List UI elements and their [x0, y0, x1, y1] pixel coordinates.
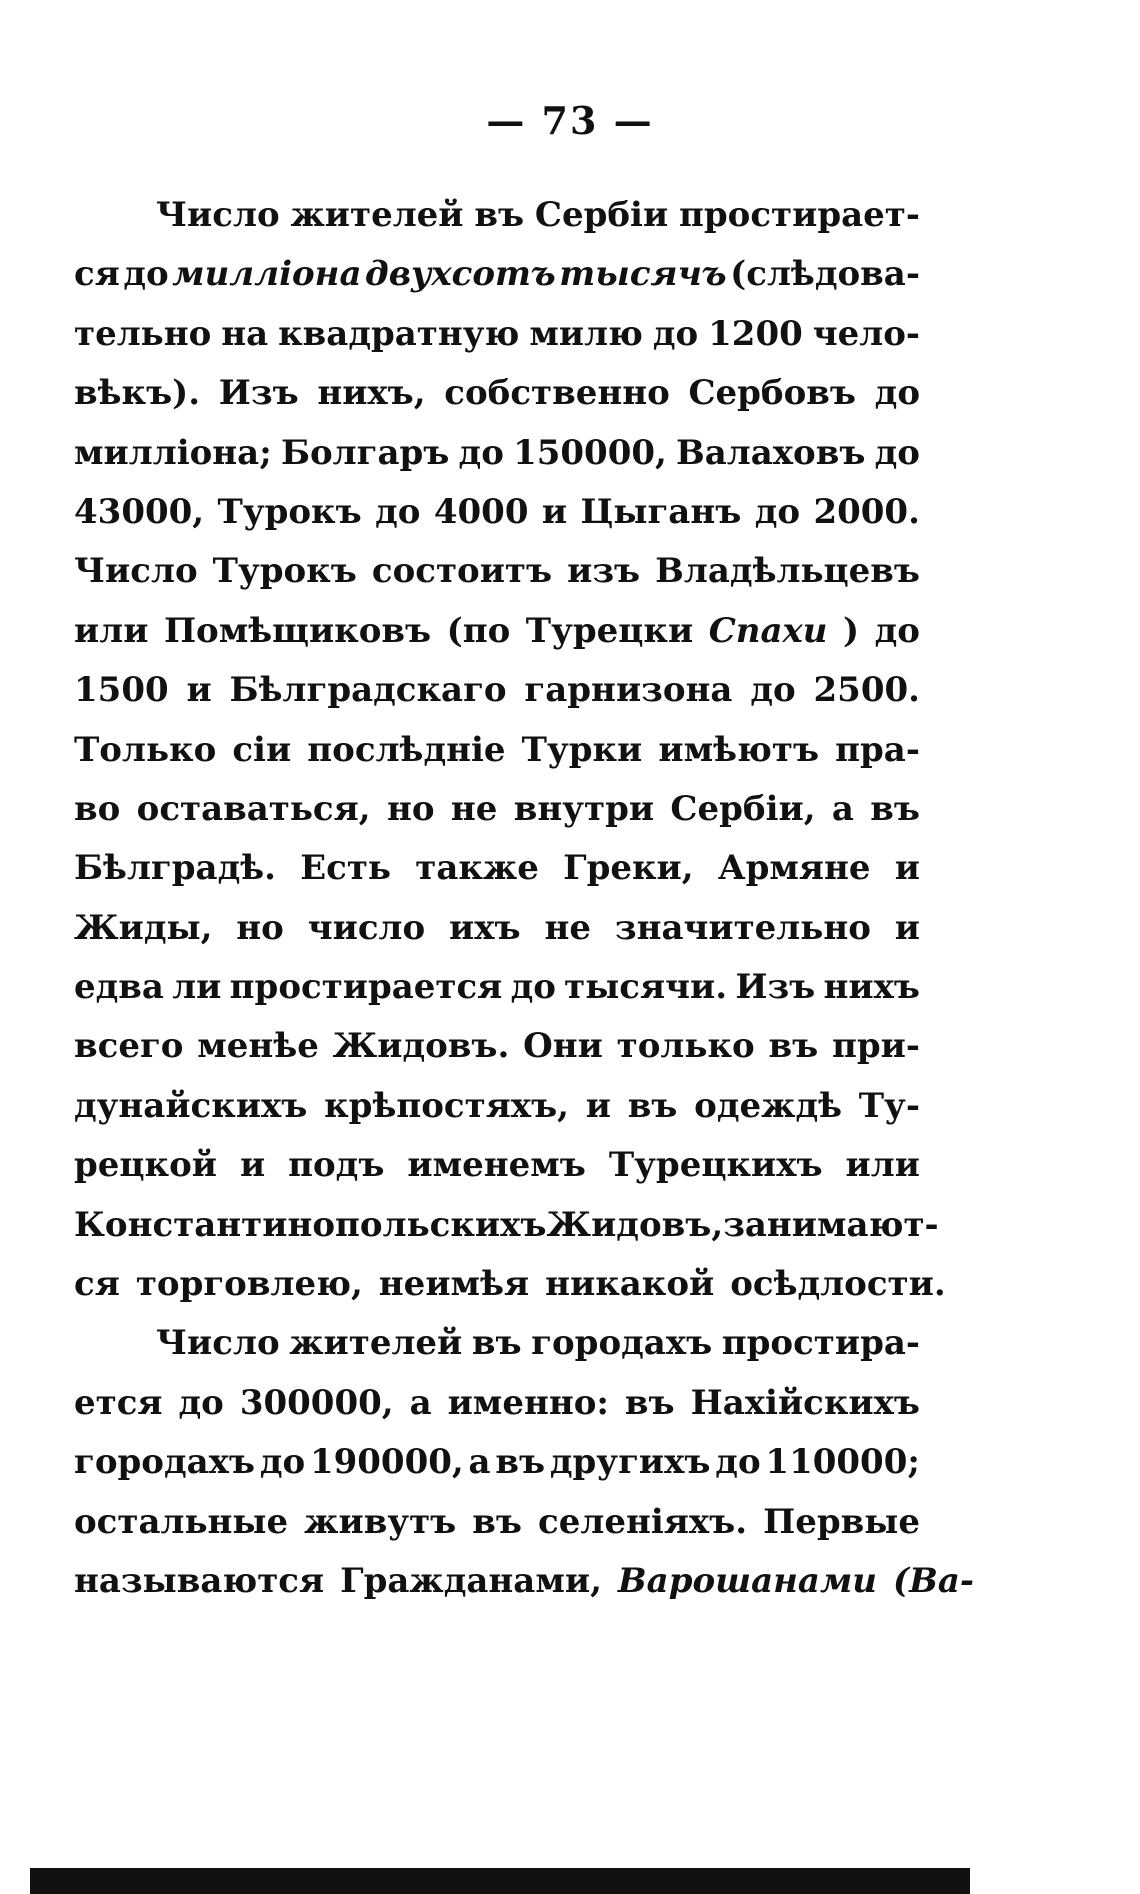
word: Валаховъ [676, 432, 866, 473]
text-line [74, 305, 920, 364]
body-text [74, 186, 974, 1611]
word: чело- [812, 313, 920, 354]
word: селеніяхъ. [538, 1501, 748, 1542]
word: состоитъ [371, 551, 553, 592]
word: ся [74, 254, 120, 295]
word: не [450, 788, 498, 829]
text-line [74, 1017, 920, 1076]
word: (по [446, 610, 511, 651]
page-number: — 73 — [486, 98, 654, 143]
word: собственно [444, 373, 670, 414]
word: жителей [289, 1323, 463, 1364]
word: и [186, 670, 212, 711]
word: Греки, [563, 848, 694, 889]
word: Ту- [858, 1085, 920, 1126]
word: во [74, 788, 121, 829]
paragraph [74, 1314, 974, 1611]
text-line [74, 1493, 920, 1552]
word: Спахи [708, 610, 828, 651]
word: тельно [74, 313, 212, 354]
word: до [874, 432, 920, 473]
word: только [616, 1026, 755, 1067]
word: или [845, 1145, 920, 1186]
paragraph [74, 186, 946, 1314]
word: Первые [763, 1501, 920, 1542]
word: Изъ [735, 967, 816, 1008]
text-line [74, 186, 920, 245]
word: Бѣлградѣ. [74, 848, 276, 889]
word: 150000, [513, 432, 667, 473]
word: сіи [232, 729, 292, 770]
word: одеждѣ [694, 1085, 843, 1126]
word: до [458, 432, 504, 473]
word: при- [831, 1026, 920, 1067]
word: нихъ, [317, 373, 426, 414]
word: остальные [74, 1501, 289, 1542]
word: Жидовъ, [546, 1204, 724, 1245]
word: вѣкъ). [74, 373, 201, 414]
text-line [74, 1077, 920, 1136]
text-line [74, 364, 920, 423]
word: Изъ [218, 373, 299, 414]
word: гарнизона [524, 670, 733, 711]
word: 1200 [708, 313, 803, 354]
word: значительно [614, 907, 871, 948]
word: 300000, [239, 1382, 394, 1423]
word: простирает- [679, 195, 920, 235]
word: до [178, 1382, 224, 1423]
text-line [74, 424, 920, 483]
word: (слѣдова- [730, 254, 920, 295]
word: Цыганъ [580, 491, 742, 532]
word: нихъ [823, 967, 920, 1008]
word: ли [172, 967, 222, 1008]
word: въ [624, 1382, 675, 1423]
word: Гражданами, [340, 1560, 602, 1601]
word: подъ [288, 1145, 385, 1186]
word: неимѣя [378, 1264, 530, 1305]
word: пра- [835, 729, 920, 770]
word: но [236, 907, 284, 948]
word: квадратную [278, 313, 520, 354]
word: называются [74, 1560, 325, 1601]
word: занимают- [723, 1204, 939, 1245]
word: Число [156, 1323, 280, 1364]
word: простира- [721, 1323, 920, 1364]
word: Владѣльцевъ [655, 551, 920, 592]
word: 43000, [74, 491, 205, 532]
word: ихъ [449, 907, 521, 948]
word: Жиды, [74, 907, 213, 948]
text-line [74, 839, 920, 898]
word: до [750, 670, 796, 711]
word: въ [627, 1085, 678, 1126]
word: никакой [545, 1264, 715, 1305]
word: ется [74, 1382, 163, 1423]
word: милліона; [74, 432, 272, 473]
word: Они [523, 1026, 603, 1067]
word: до [652, 313, 699, 354]
text-line [74, 1196, 939, 1255]
word: и [541, 491, 568, 532]
word: Жидовъ. [332, 1026, 510, 1067]
word: въ [768, 1026, 819, 1067]
word: до [874, 373, 920, 414]
word: до [715, 1442, 761, 1483]
word: имѣютъ [658, 729, 820, 770]
word: до [874, 610, 920, 651]
word: рецкой [74, 1145, 217, 1186]
word: ся [74, 1264, 120, 1305]
word: Число [156, 195, 280, 235]
word: городахъ [74, 1442, 256, 1483]
word: осѣдлости. [730, 1264, 946, 1305]
text-line [74, 1552, 974, 1611]
word: а [468, 1442, 491, 1483]
word: Варошанами [617, 1560, 878, 1601]
text-line [74, 958, 920, 1017]
word: (Ва- [893, 1560, 974, 1601]
text-line [74, 1136, 920, 1195]
word: изъ [567, 551, 641, 592]
word: 190000, [309, 1442, 464, 1483]
word: внутри [513, 788, 655, 829]
text-line [74, 780, 920, 839]
word: 2000. [813, 491, 920, 532]
word: 1500 [74, 670, 169, 711]
text-line [74, 661, 920, 720]
word: Сербовъ [688, 373, 856, 414]
word: менѣе [197, 1026, 319, 1067]
word: до [375, 491, 421, 532]
word: а [409, 1382, 432, 1423]
word: тысячи. [564, 967, 728, 1008]
word: торговлею, [135, 1264, 363, 1305]
word: милліона [172, 254, 362, 295]
word: 2500. [813, 670, 920, 711]
word: 110000; [765, 1442, 920, 1483]
word: и [585, 1085, 611, 1126]
bottom-edge-rule [30, 1868, 970, 1894]
word: или [74, 610, 149, 651]
word: въ [472, 1501, 523, 1542]
word: въ [471, 1323, 522, 1364]
text-line [74, 483, 920, 542]
word: двухсотъ [365, 254, 556, 295]
word: крѣпостяхъ, [324, 1085, 569, 1126]
word: всего [74, 1026, 184, 1067]
word: Армяне [717, 848, 871, 889]
word: Турокъ [217, 491, 362, 532]
word: Константинопольскихъ [74, 1204, 547, 1245]
word: Нахійскихъ [690, 1382, 920, 1423]
word: тысячъ [559, 254, 727, 295]
word: 4000 [433, 491, 529, 532]
word: но [386, 788, 435, 829]
word: именно: [447, 1382, 609, 1423]
word: на [221, 313, 269, 354]
word: дунайскихъ [74, 1085, 308, 1126]
word: простирается [229, 967, 503, 1008]
word: Турки [521, 729, 643, 770]
word: оставаться, [136, 788, 371, 829]
word: до [259, 1442, 306, 1483]
word: живутъ [304, 1501, 457, 1542]
word: въ [870, 788, 920, 829]
word: едва [74, 967, 164, 1008]
word: а [831, 788, 854, 829]
word: милю [529, 313, 643, 354]
word: именемъ [407, 1145, 586, 1186]
word: и [894, 907, 920, 948]
word: въ [495, 1442, 546, 1483]
word: ) [843, 610, 860, 651]
word: послѣдніе [307, 729, 506, 770]
word: число [307, 907, 426, 948]
word: также [415, 848, 539, 889]
word: Есть [300, 848, 391, 889]
word: Болгаръ [280, 432, 450, 473]
word: городахъ [531, 1323, 713, 1364]
text-line [74, 1433, 920, 1492]
text-line [74, 721, 920, 780]
word: Сербіи [534, 195, 669, 235]
word: и [239, 1145, 266, 1186]
text-line [74, 899, 920, 958]
word: до [754, 491, 801, 532]
text-line [74, 602, 920, 661]
word: Турокъ [212, 551, 357, 592]
word: Только [74, 729, 217, 770]
word: жителей [290, 195, 464, 235]
word: Турецки [525, 610, 694, 651]
text-line [74, 245, 920, 304]
word: Турецкихъ [608, 1145, 823, 1186]
text-line [74, 542, 920, 601]
word: въ [474, 195, 525, 235]
text-line [74, 1314, 920, 1373]
word: Сербіи, [670, 788, 816, 829]
text-line [74, 1374, 920, 1433]
word: не [544, 907, 592, 948]
word: другихъ [549, 1442, 711, 1483]
word: Число [74, 551, 198, 592]
word: Помѣщиковъ [163, 610, 432, 651]
word: до [510, 967, 556, 1008]
word: и [894, 848, 920, 889]
word: до [123, 254, 169, 295]
text-line [74, 1255, 946, 1314]
word: Бѣлградскаго [229, 670, 507, 711]
